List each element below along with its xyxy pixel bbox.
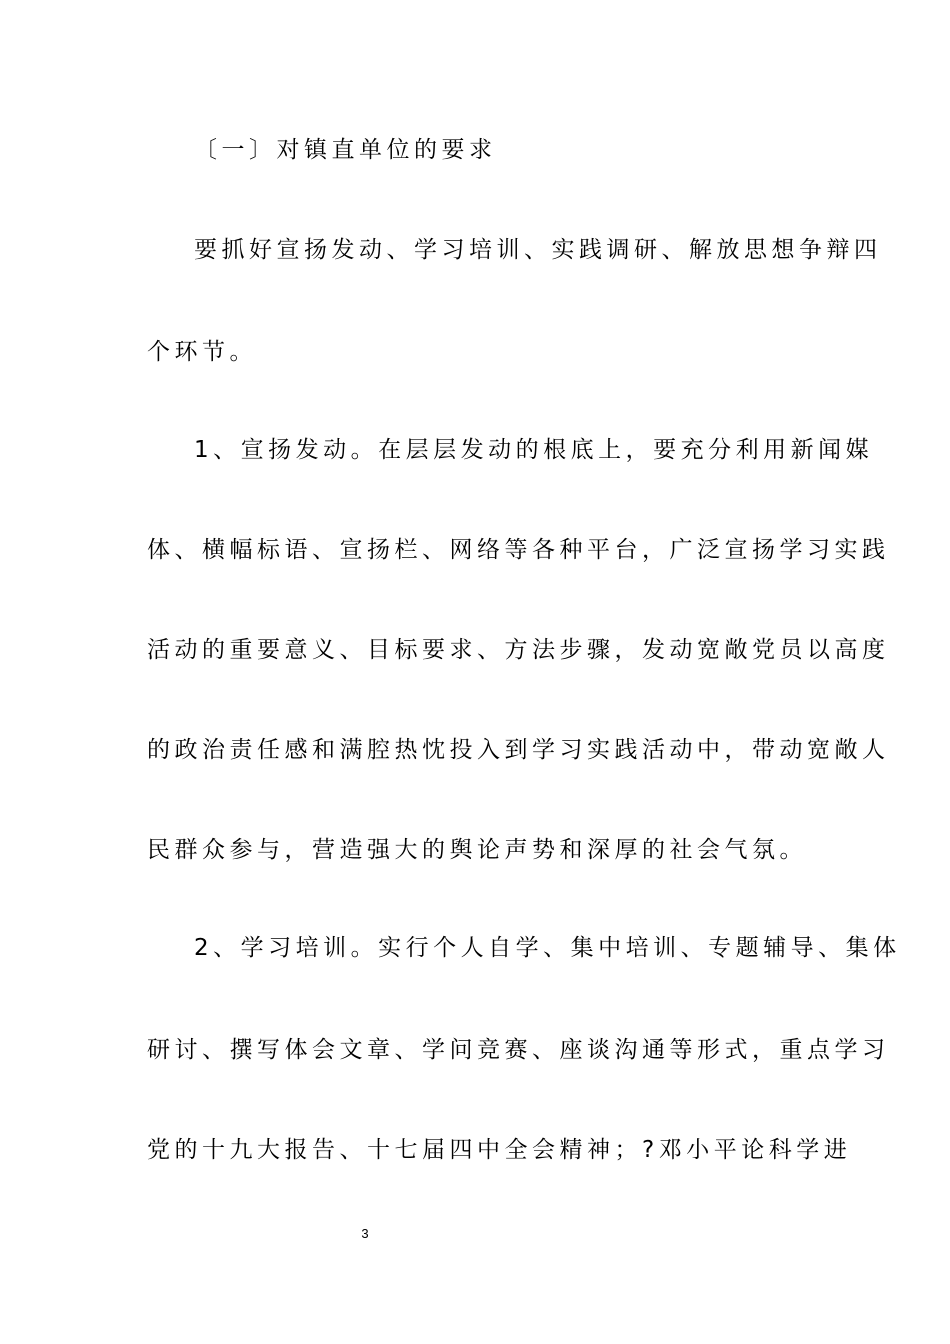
paragraph-line: 1、宣扬发动。在层层发动的根底上，要充分利用新闻媒 [194,437,874,463]
paragraph-line: 活动的重要意义、目标要求、方法步骤，发动宽敞党员以高度 [147,637,890,663]
paragraph-line: 研讨、撰写体会文章、学问竞赛、座谈沟通等形式，重点学习 [147,1037,890,1063]
paragraph-line: 党的十九大报告、十七届四中全会精神；?邓小平论科学进 [147,1137,852,1163]
paragraph-line: 民群众参与，营造强大的舆论声势和深厚的社会气氛。 [147,837,807,863]
section-heading: 〔一〕对镇直单位的要求 [194,137,497,163]
paragraph-line: 要抓好宣扬发动、学习培训、实践调研、解放思想争辩四 [194,237,882,263]
paragraph-line: 个环节。 [147,339,257,365]
paragraph-line: 的政治责任感和满腔热忱投入到学习实践活动中，带动宽敞人 [147,737,890,763]
paragraph-line: 体、横幅标语、宣扬栏、网络等各种平台，广泛宣扬学习实践 [147,537,890,563]
page-number: 3 [361,1226,369,1241]
paragraph-line: 2、学习培训。实行个人自学、集中培训、专题辅导、集体 [194,935,901,961]
